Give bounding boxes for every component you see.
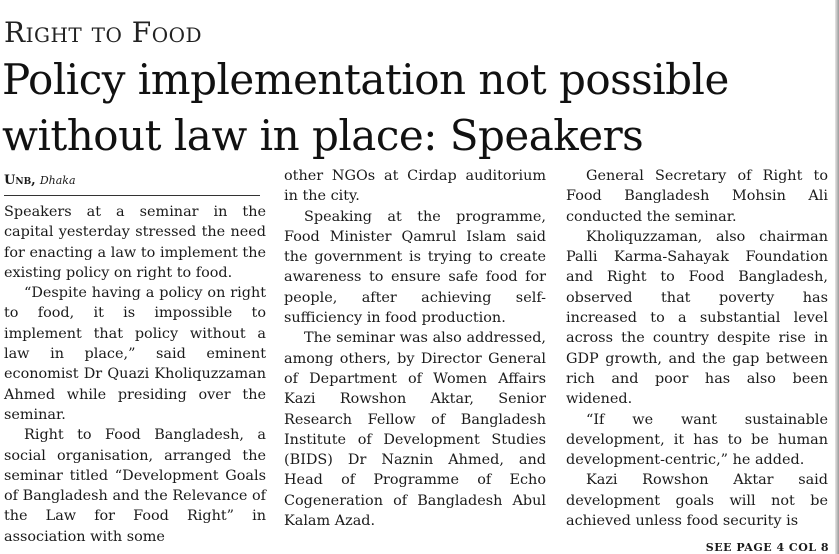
jump-line: SEE PAGE 4 COL 8 [705, 541, 829, 554]
column-2 [284, 166, 546, 531]
paragraph: Kholiquzzaman, also chairman Palli Karma-Sahayak Foundation and Right to Food Bangladesh, observed that poverty has increased to a substantial level across the country despite rise in GDP growth, and the gap between rich and poor has also been widened. [566, 228, 828, 408]
paragraph: Kazi Rowshon Aktar said development goals will not be achieved unless food security is [566, 472, 828, 530]
headline: Policy implementation not possible without law in place: Speakers [2, 55, 729, 160]
paragraph: General Secretary of Right to Food Bangladesh Mohsin Ali conducted the seminar. [566, 168, 828, 225]
kicker: Right to Food [4, 16, 203, 49]
paragraph: The seminar was also addressed, among others, by Director General of Department of Women Affairs Kazi Rowshon Aktar, Senior Research Fellow of Bangladesh Institute of Development Studies (BIDS) Dr Naznin Ahmed, and Head of Programme of Echo Cogeneration of Bangladesh Abul Kalam Azad. [284, 330, 546, 530]
paragraph: Speaking at the programme, Food Minister Qamrul Islam said the government is trying to create awareness to ensure safe food for people, after achieving self-sufficiency in food production. [284, 208, 546, 327]
paragraph: “Despite having a policy on right to food, it is impossible to implement that policy without a law in place,” said eminent economist Dr Quazi Kholiquzzaman Ahmed while presiding over the seminar. [4, 285, 266, 423]
column-3 [566, 166, 828, 531]
page-edge [835, 0, 839, 554]
byline-city: Dhaka [39, 174, 76, 187]
byline-agency: Unb, [4, 173, 36, 188]
paragraph: Speakers at a seminar in the capital yesterday stressed the need for enacting a law to implement the existing policy on right to food. [4, 204, 266, 281]
paragraph: Right to Food Bangladesh, a social organisation, arranged the seminar titled “Development Goals of Bangladesh and the Relevance of the Law for Food Right” in association with some [4, 427, 266, 545]
paragraph: “If we want sustainable development, it has to be human development-centric,” he added. [566, 411, 828, 469]
byline [4, 172, 260, 196]
paragraph: other NGOs at Cirdap auditorium in the city. [284, 168, 546, 205]
column-1 [4, 202, 266, 547]
